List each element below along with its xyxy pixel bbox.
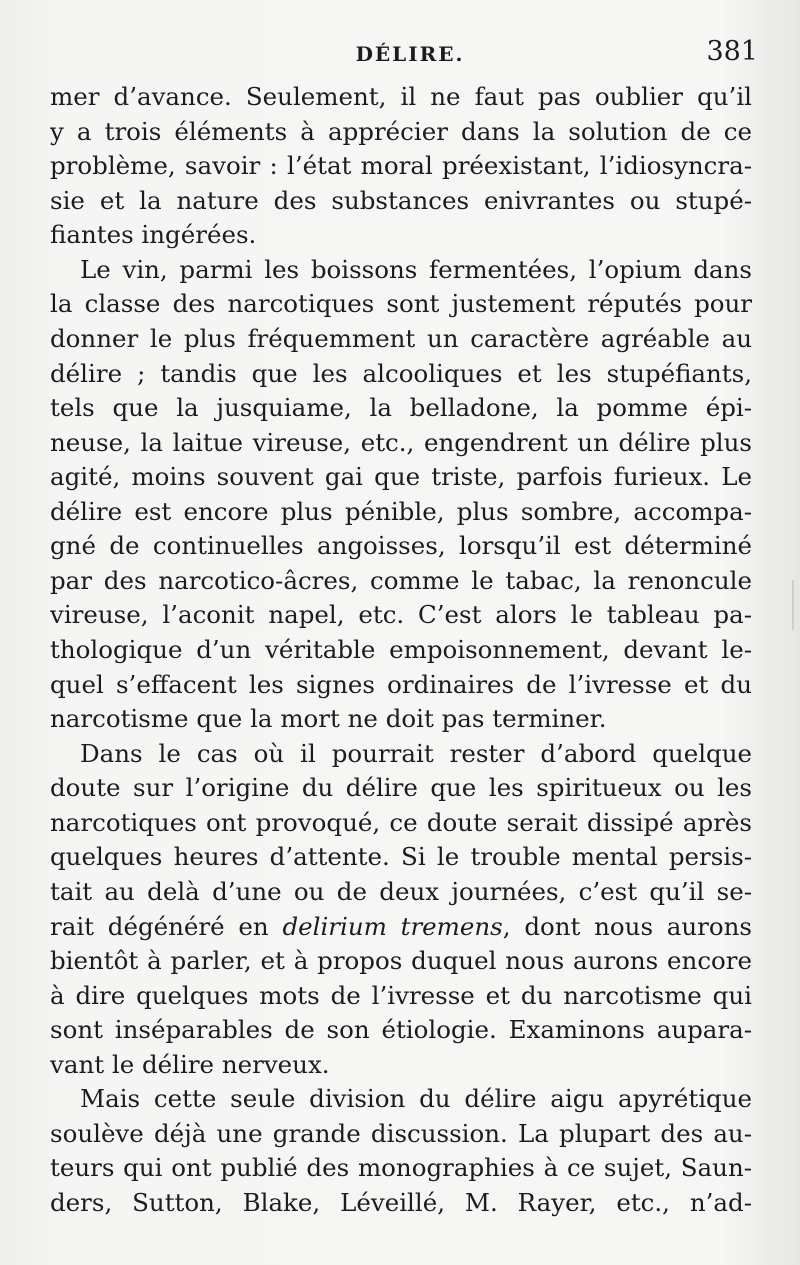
text-line: donner le plus fréquemment un caractère agréable au [50,323,752,353]
text-line: sie et la nature des substances enivrantes ou stupé- [50,185,752,215]
text-line: la classe des narcotiques sont justement réputés pour [50,289,752,319]
paragraph-start-line: Dans le cas où il pourrait rester d’abord quelque [80,738,752,768]
text-line: doute sur l’origine du délire que les spiritueux ou les [50,773,752,803]
italic-term: delirium tremens [282,911,503,941]
text-line: délire est encore plus pénible, plus sombre, accompa- [50,496,752,526]
text-line: sont inséparables de son étiologie. Examinons aupara- [50,1015,752,1045]
text-segment: , dont nous aurons [502,911,752,941]
text-line: neuse, la laitue vireuse, etc., engendrent un délire plus [50,427,752,457]
text-line: vant le délire nerveux. [50,1049,330,1079]
paragraph-start-line: Le vin, parmi les boissons fermentées, l’opium dans [80,254,752,284]
page-edge-shadow [792,580,794,630]
running-title: DÉLIRE. [355,42,465,66]
text-line: tels que la jusquiame, la belladone, la pomme épi- [50,393,752,423]
text-line: délire ; tandis que les alcooliques et les stupéfiants, [50,358,752,388]
text-line: agité, moins souvent gai que triste, parfois furieux. Le [50,462,752,492]
page-number: 381 [706,36,758,67]
text-line-with-italic [50,910,752,945]
text-line: y a trois éléments à apprécier dans la solution de ce [50,116,752,146]
text-line: narcotisme que la mort ne doit pas terminer. [50,704,607,734]
text-line: problème, savoir : l’état moral préexistant, l’idiosyncra- [50,151,752,181]
text-line: gné de continuelles angoisses, lorsqu’il est déterminé [50,531,752,561]
text-line: teurs qui ont publié des monographies à ce sujet, Saun- [50,1153,752,1183]
page-header [48,34,772,74]
text-line: thologique d’un véritable empoisonnement, devant le- [50,635,752,664]
text-line: ders, Sutton, Blake, Léveillé, M. Rayer, etc., n’ad- [50,1188,752,1217]
text-line: vireuse, l’aconit napel, etc. C’est alors le tableau pa- [50,600,752,630]
text-line: à dire quelques mots de l’ivresse et du narcotisme qui [50,980,752,1010]
text-line: narcotiques ont provoqué, ce doute serait dissipé après [50,807,752,837]
body-text [50,80,752,1221]
text-line: par des narcotico-âcres, comme le tabac, la renoncule [50,565,752,595]
paragraph-start-line: Mais cette seule division du délire aigu apyrétique [80,1084,752,1114]
text-line: tait au delà d’une ou de deux journées, c’est qu’il se- [50,876,752,906]
text-line: quel s’effacent les signes ordinaires de l’ivresse et du [50,669,752,699]
text-line: mer d’avance. Seulement, il ne faut pas oublier qu’il [50,82,752,111]
text-segment: rait dégénéré en [50,911,269,941]
text-line: bientôt à parler, et à propos duquel nous aurons encore [50,946,752,976]
text-line: soulève déjà une grande discussion. La plupart des au- [50,1118,752,1148]
text-line: quelques heures d’attente. Si le trouble mental persis- [50,842,752,872]
text-line: fiantes ingérées. [50,220,257,250]
